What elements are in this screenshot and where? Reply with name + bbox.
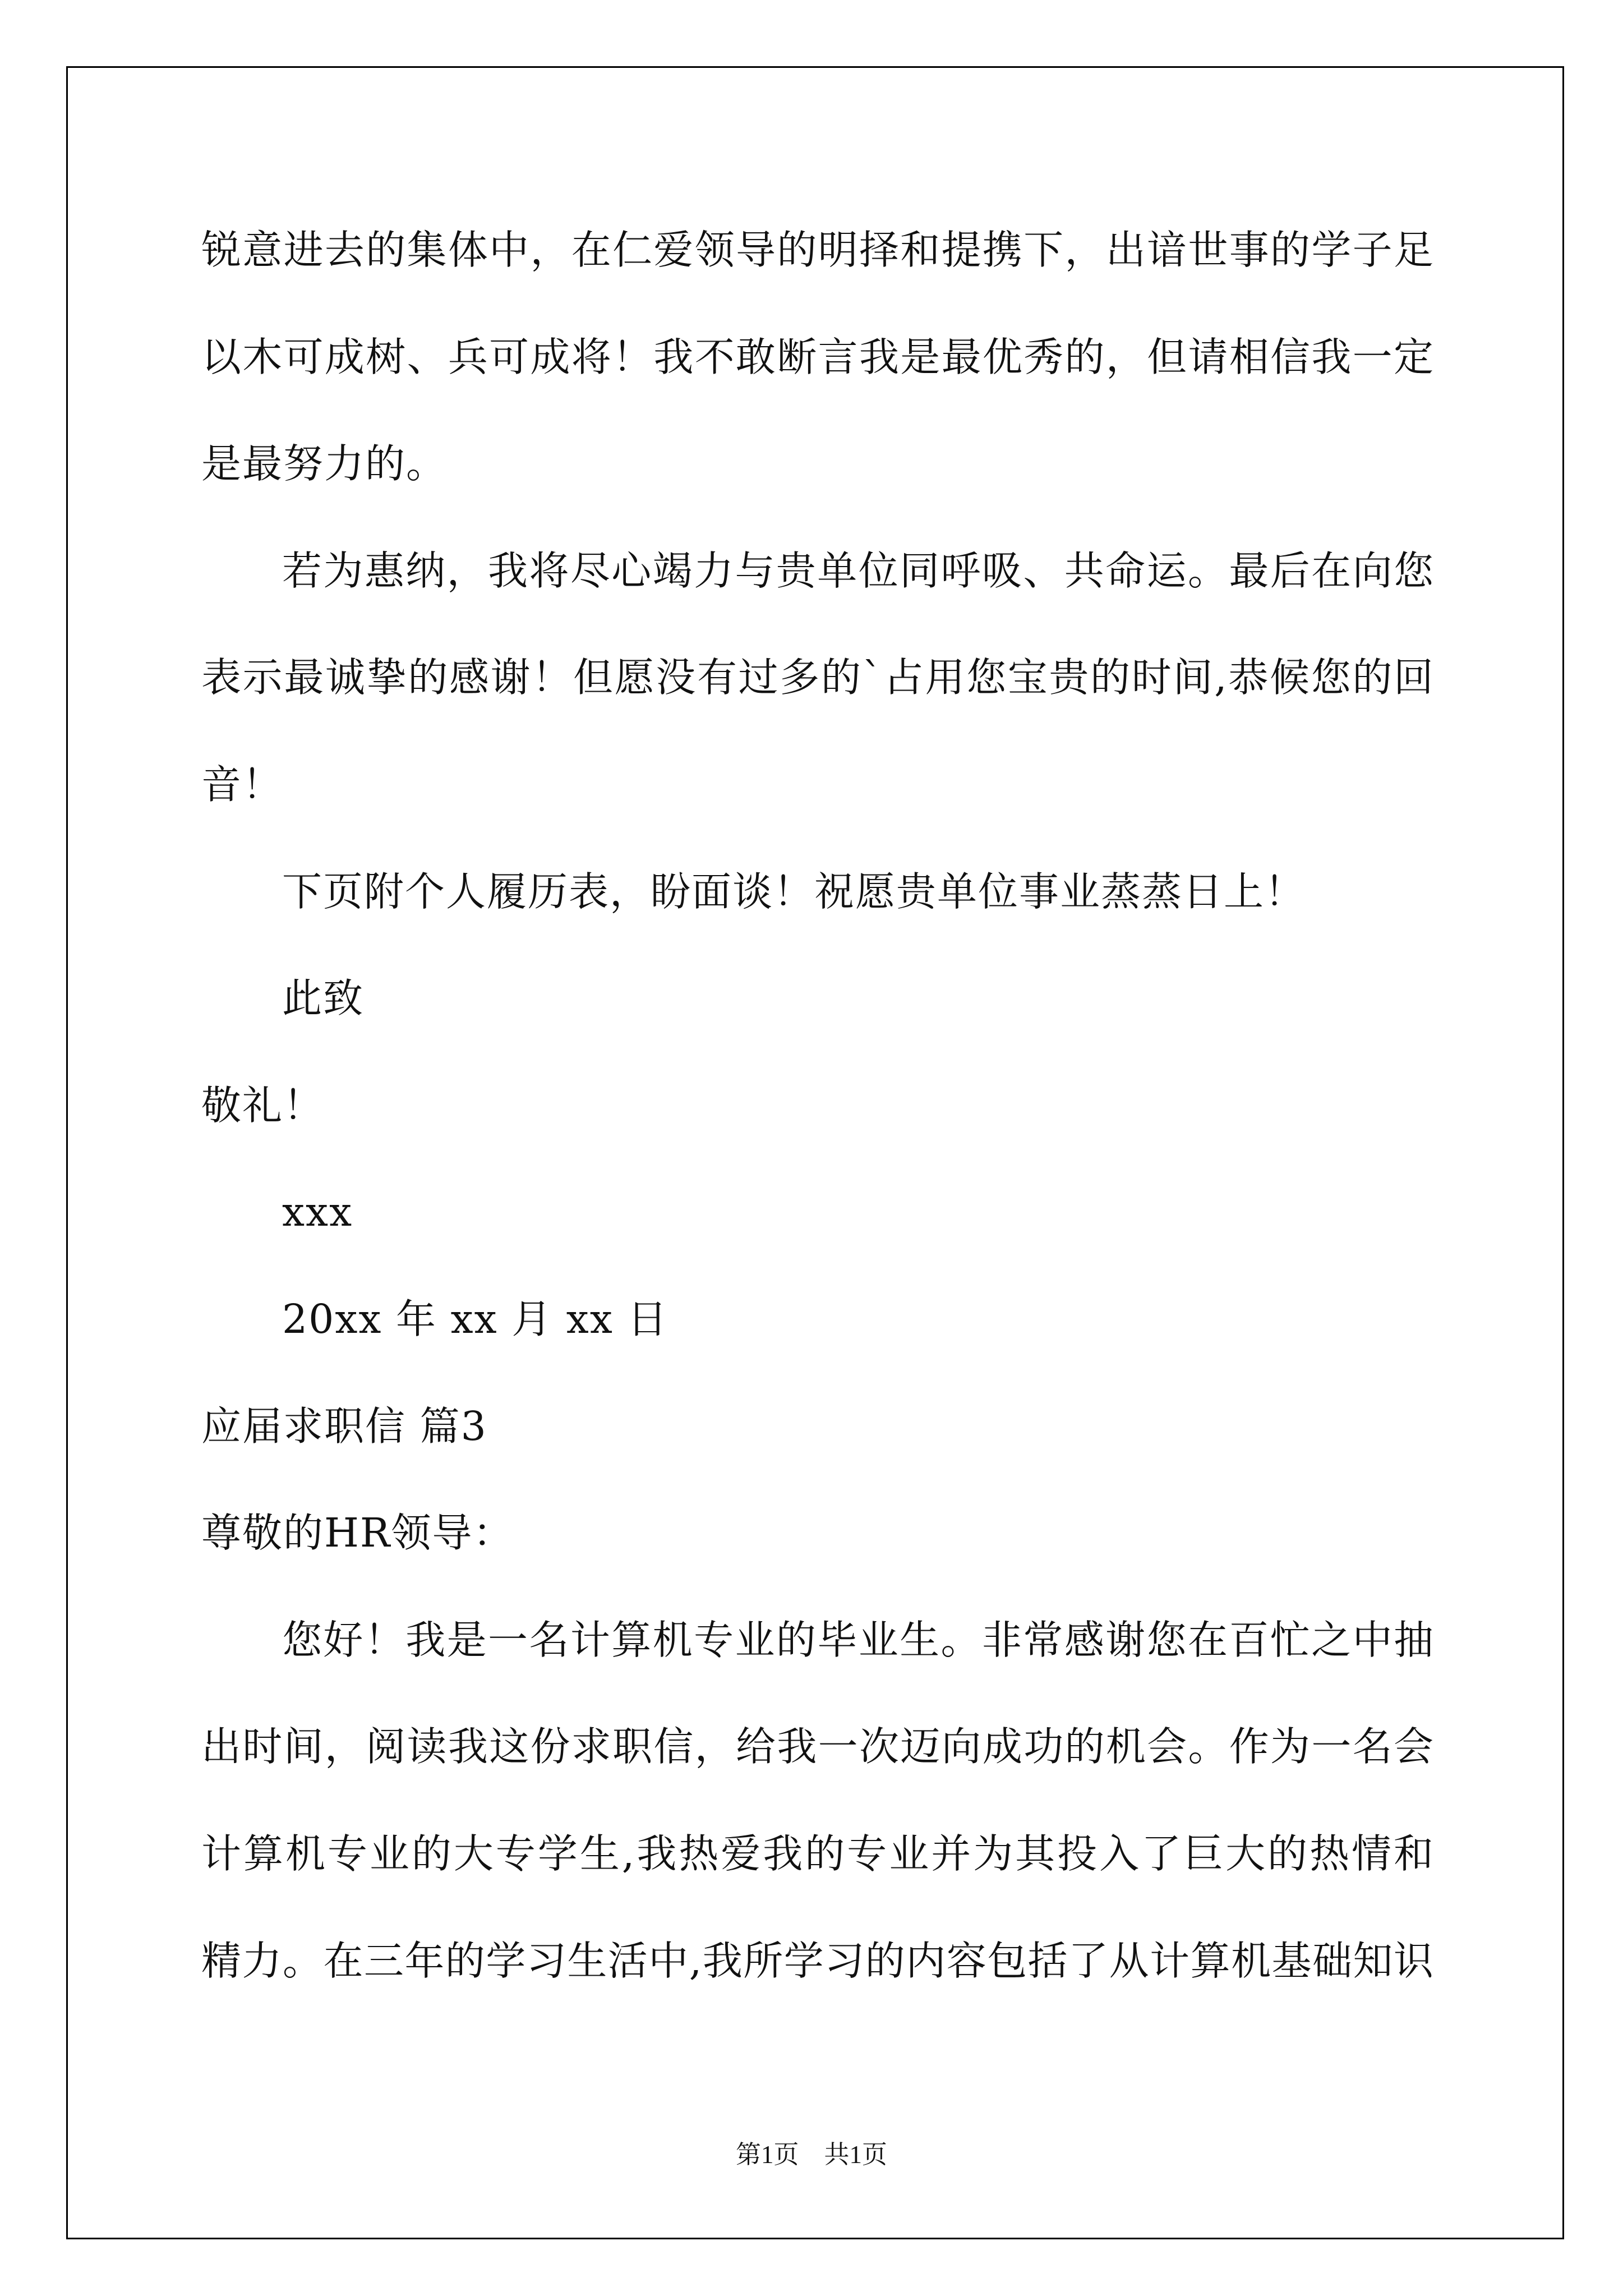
section-heading: 应届求职信 篇3 [201, 1402, 487, 1450]
date-line: 20xx 年 xx 月 xx 日 [282, 1295, 668, 1342]
body-text-line: 计算机专业的大专学生,我热爱我的专业并为其投入了巨大的热情和 [201, 1830, 1433, 1877]
body-text-line: 若为惠纳，我将尽心竭力与贵单位同呼吸、共命运。最后在向您 [282, 547, 1433, 594]
page-number-footer: 第1页 共1页 [735, 2141, 887, 2169]
letter-body [201, 197, 1433, 2014]
body-text-line: 是最努力的。 [201, 440, 448, 487]
body-text-line: 音！ [201, 761, 284, 808]
closing-line: 此致 [282, 975, 365, 1022]
body-text-line: 出时间，阅读我这份求职信，给我一次迈向成功的机会。作为一名会 [201, 1723, 1433, 1770]
body-text-line: 以木可成树、兵可成将！我不敢断言我是最优秀的，但请相信我一定 [201, 333, 1433, 380]
greeting-line: 尊敬的HR领导： [201, 1510, 514, 1557]
signature-name: xxx [282, 1189, 353, 1236]
body-text-line: 下页附个人履历表，盼面谈！祝愿贵单位事业蒸蒸日上！ [282, 868, 1306, 915]
salutation-line: 敬礼！ [201, 1082, 325, 1129]
body-text-line: 表示最诚挚的感谢！但愿没有过多的`占用您宝贵的时间,恭候您的回 [201, 654, 1433, 701]
body-text-line: 精力。在三年的学习生活中,我所学习的内容包括了从计算机基础知识 [201, 1937, 1433, 1984]
body-text-line: 锐意进去的集体中，在仁爱领导的明择和提携下，出谙世事的学子足 [201, 227, 1433, 273]
body-text-line: 您好！我是一名计算机专业的毕业生。非常感谢您在百忙之中抽 [282, 1616, 1433, 1663]
